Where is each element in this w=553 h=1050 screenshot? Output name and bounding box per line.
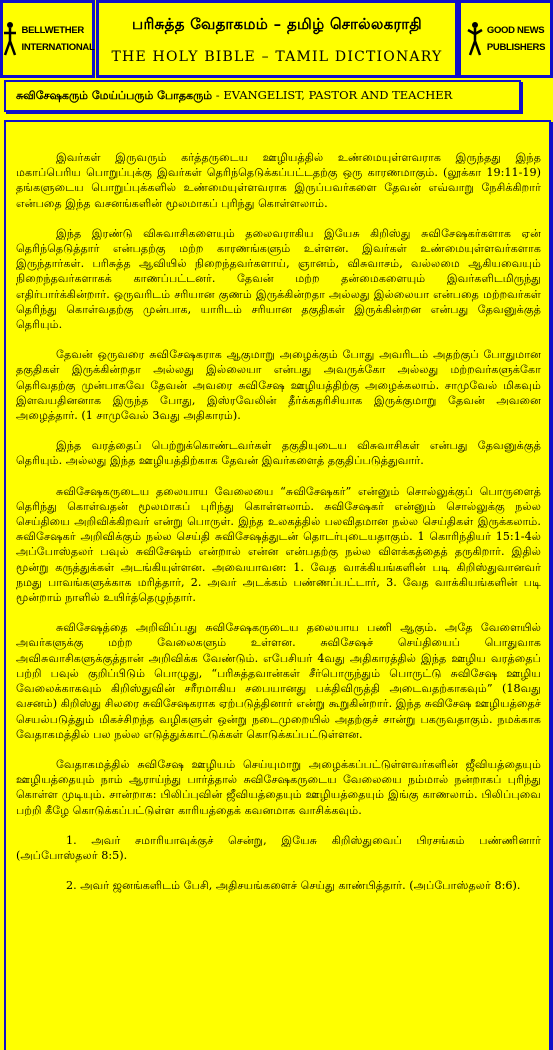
title-box [96, 0, 458, 78]
paragraph-4: இந்த வரத்தைப் பெற்றுக்கொண்டவர்கள் தகுதியுடைய விசுவாசிகள் என்பது தேவனுக்குத் தெரியும். அல்லது இந்த ஊழியத்திற்காக தேவன் இவர்களைத் தகுதிப்படுத்துவார். [16, 439, 541, 468]
good-news-figure-icon [466, 21, 484, 57]
paragraph-3: தேவன் ஒருவரை சுவிசேஷகராக ஆகுமாறு அழைக்கும் போது அவரிடம் அதற்குப் போதுமான தகுதிகள் இருக்கின்றதா அல்லது இல்லையா என்பது அவருக்கோ அல்லது மற்றவர்களுக்கோ தெரிவதற்கு முன்பாகவே தேவன் அவரை சுவிசேஷ ஊழியத்திற்கு அழைக்கலாம். சாமுவேல் மிகவும் இளவயதினனாக இருந்த போது, இஸ்ரவேலின் தீர்க்கதரிசியாக இருக்குமாறு தேவன் அவனை அழைத்தார். (1 சாமுவேல் 3வது அதிகாரம்). [16, 348, 541, 423]
page-title-tamil: பரிசுத்த வேதாகமம் – தமிழ் சொல்லகராதி [131, 15, 423, 33]
bellwether-logo-line2: INTERNATIONAL [21, 42, 95, 53]
paragraph-5: சுவிசேஷகருடைய தலையாய வேலையை “சுவிசேஷகர்” என்னும் சொல்லுக்குப் பொருளைத் தெரிந்து கொள்வதன் மூலமாகப் புரிந்து கொள்ளலாம். சுவிசேஷகர் என்னும் சொல்லுக்கு நல்ல செய்தியை அறிவிக்கிறவர் என்று பொருள். இந்த உலகத்தில் பலவிதமான நல்ல செய்திகள் இருக்கலாம். சுவிசேஷகர் அறிவிக்கும் நல்ல செய்தி சுவிசேஷத்துடன் தொடர்புடையதாகும். 1 கொரிந்தியர் 15:1-4ல் அப்போஸ்தலர் பவுல் சுவிசேஷம் என்றால் என்ன என்பதற்கு நல்ல விளக்கத்தைத் தருகிறார். இதில் மூன்று கருத்துக்கள் அடங்கியுள்ளன. அவையாவன: 1. வேத வாக்கியங்களின் படி கிறிஸ்துவானவர் நமது பாவங்களுக்காக மரித்தார், 2. அவர் அடக்கம் பண்ணப்பட்டார், 3. வேத வாக்கியங்களின் படி மூன்றாம் நாளில் உயிர்த்தெழுந்தார். [16, 484, 541, 605]
paragraph-7: வேதாகமத்தில் சுவிசேஷ ஊழியம் செய்யுமாறு அழைக்கப்பட்டுள்ளவர்களின் ஜீவியத்தையும் ஊழியத்தையும் நாம் ஆராய்ந்து பார்த்தால் சுவிசேஷகருடைய வேலையை நம்மால் நன்றாகப் புரிந்து கொள்ள முடியும். சான்றாக: பிலிப்புவின் ஜீவியத்தையும் ஊழியத்தையும் இங்கு காணலாம். பிலிப்புவை பற்றி கீழே கொடுக்கப்பட்டுள்ள காரியத்தைக் கவனமாக வாசிக்கவும். [16, 757, 541, 817]
bellwether-figure-icon [1, 21, 19, 57]
bellwether-logo[interactable] [0, 0, 95, 78]
paragraph-6: சுவிசேஷத்தை அறிவிப்பது சுவிசேஷகருடைய தலையாய பணி ஆகும். அதே வேளையில் அவர்களுக்கு மற்ற வேலைகளும் உள்ளன. சுவிசேஷச் செய்தியைப் பொதுவாக அவிசுவாசிகளுக்குத்தான் அறிவிக்க வேண்டும். எபேசியர் 4வது அதிகாரத்தில் இந்த ஊழிய வரத்தைப் பற்றி பவுல் குறிப்பிடும் பொழுது, “பரிசுத்தவான்கள் சீர்பொருந்தும் பொருட்டு சுவிசேஷ ஊழிய வேலைக்காகவும் கிறிஸ்துவின் சரீரமாகிய சபையானது பக்திவிருத்தி அடைவதற்காகவும்” (18வது வசனம்) கிறிஸ்து சிலரை சுவிசேஷகராக ஏற்படுத்தினார் என்று கூறுகின்றார். இந்த சுவிசேஷ ஊழியத்தைச் செயல்படுத்தும் மிகச்சிறந்த வழிகளுள் ஒன்று நடைமுறையில் அதற்குச் சான்று பகருவதாகும். நமக்காக வேதாகமத்தில் பல நல்ல எடுத்துக்காட்டுக்கள் கொடுக்கப்பட்டுள்ளன. [16, 621, 541, 741]
list-item-2: 2. அவர் ஜனங்களிடம் பேசி, அதிசயங்களைச் செய்து காண்பித்தார். (அப்போஸ்தலர் 8:6). [66, 879, 521, 893]
section-heading [4, 80, 521, 112]
paragraph-2: இந்த இரண்டு விசுவாசிகளையும் தலைவராகிய இயேசு கிறிஸ்து சுவிசேஷகர்களாக ஏன் தெரிந்தெடுத்தார் என்பதற்கு மற்ற காரணங்களும் உள்ளன. இவர்கள் உண்மையுள்ளவர்களாக இருந்தார்கள். பரிசுத்த ஆவியில் நிறைந்தவர்களாய், ஞானம், விசுவாசம், வல்லமை ஆகியவையும் நிறைந்தவர்களாகக் காணப்பட்டனர். தேவன் மற்ற தன்மைகளையும் இவர்களிடமிருந்து எதிர்பார்க்கின்றார். ஒருவரிடம் சரியான குணம் இருக்கின்றதா அல்லது இல்லையா என்பதை மற்றவர்கள் தெரிந்து கொள்வதற்கு முன்பாக, யாரிடம் சரியான தகுதிகள் இருக்கின்றன என்பது தேவனுக்குத் தெரியும். [16, 226, 541, 332]
paragraph-1: இவர்கள் இருவரும் கர்த்தருடைய ஊழியத்தில் உண்மையுள்ளவராக இருந்தது இந்த மகாப்பெரிய பொறுப்புக்கு இவர்கள் தெரிந்தெடுக்கப்பட்டதற்கு ஒரு காரணமாகும். (லூக்கா 19:11-19) தங்களுடைய பொறுப்புக்களில் உண்மையுள்ளவராக இருப்பவர்களை தேவன் எவ்வாறு நேசிக்கிறார் என்பதை இந்த வசனங்களின் மூலமாகப் புரிந்து கொள்ளலாம். [16, 151, 541, 210]
page-header [0, 0, 553, 78]
good-news-logo[interactable] [458, 0, 553, 78]
section-title-english: - EVANGELIST, PASTOR AND TEACHER [212, 88, 453, 102]
bellwether-logo-line1: BELLWETHER [21, 25, 84, 36]
section-title-tamil: சுவிசேஷகரும் மேய்ப்பரும் போதகரும் [16, 89, 213, 102]
page-title-english: THE HOLY BIBLE – TAMIL DICTIONARY [111, 49, 443, 65]
good-news-logo-line2: PUBLISHERS [486, 42, 546, 53]
good-news-logo-line1: GOOD NEWS [486, 25, 545, 36]
article-body [4, 120, 551, 1050]
list-item-1: 1. அவர் சமாரியாவுக்குச் சென்று, இயேசு கிறிஸ்துவைப் பிரசங்கம் பண்ணினார் (அப்போஸ்தலர் 8:5). [16, 833, 541, 862]
